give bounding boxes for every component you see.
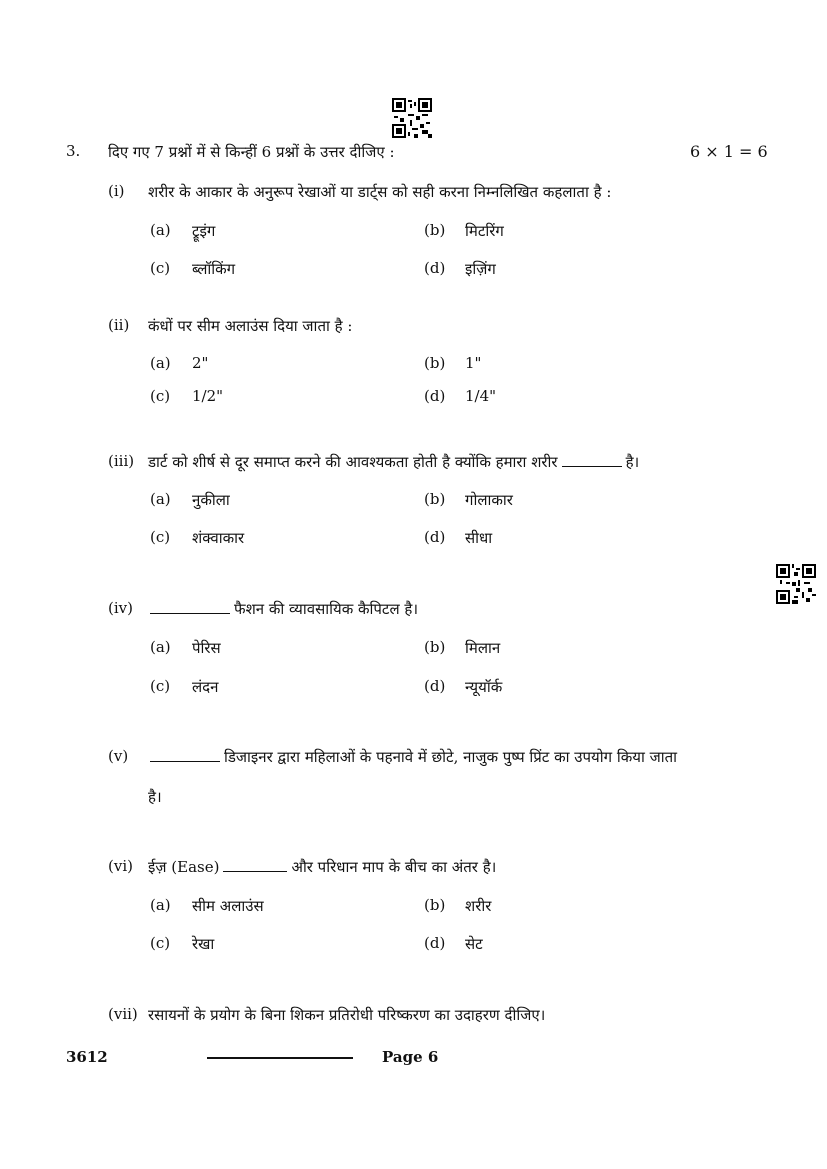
- option-label: (a): [150, 221, 171, 239]
- item-text: रसायनों के प्रयोग के बिना शिकन प्रतिरोधी परिष्करण का उदाहरण दीजिए।: [148, 1006, 546, 1024]
- option-text: शरीर: [465, 897, 492, 915]
- question-marks: 6 × 1 = 6: [690, 142, 768, 161]
- option-label: (c): [150, 528, 171, 546]
- option-text: नुकीला: [192, 491, 230, 509]
- question-number: 3.: [66, 142, 81, 160]
- option-label: (a): [150, 354, 171, 372]
- option-text: मिटरिंग: [465, 222, 504, 240]
- option-label: (c): [150, 259, 171, 277]
- option-label: (b): [424, 221, 446, 239]
- question-instruction: दिए गए 7 प्रश्नों में से किन्हीं 6 प्रश्नों के उत्तर दीजिए :: [108, 143, 395, 161]
- item-text: शरीर के आकार के अनुरूप रेखाओं या डार्ट्स को सही करना निम्नलिखित कहलाता है :: [148, 183, 612, 201]
- option-label: (b): [424, 638, 446, 656]
- option-label: (b): [424, 896, 446, 914]
- item-text-line2: है।: [148, 788, 162, 806]
- option-label: (b): [424, 354, 446, 372]
- page-number: Page 6: [382, 1048, 439, 1066]
- option-text: शंक्वाकार: [192, 529, 245, 547]
- option-label: (b): [424, 490, 446, 508]
- item-text: [148, 747, 677, 767]
- option-text: पेरिस: [192, 639, 221, 657]
- item-text-before: डार्ट को शीर्ष से दूर समाप्त करने की आवश्यकता होती है क्योंकि हमारा शरीर: [148, 453, 558, 471]
- item-text-before: ईज़ (Ease): [148, 858, 220, 876]
- option-text: मिलान: [465, 639, 501, 657]
- option-text: 1/4": [465, 387, 497, 405]
- answer-blank: [150, 612, 230, 614]
- item-text-after: और परिधान माप के बीच का अंतर है।: [291, 858, 497, 876]
- answer-blank: [150, 760, 220, 762]
- option-label: (c): [150, 677, 171, 695]
- item-text: कंधों पर सीम अलाउंस दिया जाता है :: [148, 317, 353, 335]
- option-label: (a): [150, 490, 171, 508]
- option-label: (d): [424, 677, 446, 695]
- item-number: (ii): [108, 316, 130, 334]
- item-text: [148, 857, 496, 877]
- option-text: लंदन: [192, 678, 219, 696]
- option-text: 1/2": [192, 387, 224, 405]
- item-number: (vi): [108, 857, 133, 875]
- option-text: 2": [192, 354, 209, 372]
- answer-blank: [562, 465, 622, 467]
- option-text: न्यूयॉर्क: [465, 678, 503, 696]
- option-label: (d): [424, 934, 446, 952]
- item-text: [148, 452, 639, 472]
- option-label: (c): [150, 934, 171, 952]
- item-number: (vii): [108, 1005, 138, 1023]
- option-text: सीधा: [465, 529, 493, 547]
- option-label: (a): [150, 638, 171, 656]
- option-text: गोलाकार: [465, 491, 513, 509]
- item-number: (i): [108, 182, 125, 200]
- option-text: ट्रूइंग: [192, 222, 216, 240]
- item-text-line1: डिजाइनर द्वारा महिलाओं के पहनावे में छोटे, नाजुक पुष्प प्रिंट का उपयोग किया जाता: [224, 748, 678, 766]
- answer-blank: [223, 870, 287, 872]
- qr-code-top: [392, 98, 432, 138]
- item-number: (iii): [108, 452, 135, 470]
- item-text: [148, 599, 418, 619]
- option-text: ब्लॉकिंग: [192, 260, 236, 278]
- item-number: (iv): [108, 599, 133, 617]
- option-text: सीम अलाउंस: [192, 897, 264, 915]
- option-label: (d): [424, 259, 446, 277]
- option-text: सेट: [465, 935, 483, 953]
- item-number: (v): [108, 747, 129, 765]
- qr-code-side: [776, 564, 816, 604]
- option-text: रेखा: [192, 935, 215, 953]
- option-text: 1": [465, 354, 482, 372]
- footer-rule: [207, 1057, 353, 1059]
- option-text: इज़िंग: [465, 260, 496, 278]
- option-label: (a): [150, 896, 171, 914]
- option-label: (d): [424, 528, 446, 546]
- item-text-after: है।: [625, 453, 640, 471]
- option-label: (d): [424, 387, 446, 405]
- option-label: (c): [150, 387, 171, 405]
- paper-code: 3612: [66, 1048, 108, 1066]
- item-text-after: फैशन की व्यावसायिक कैपिटल है।: [234, 600, 419, 618]
